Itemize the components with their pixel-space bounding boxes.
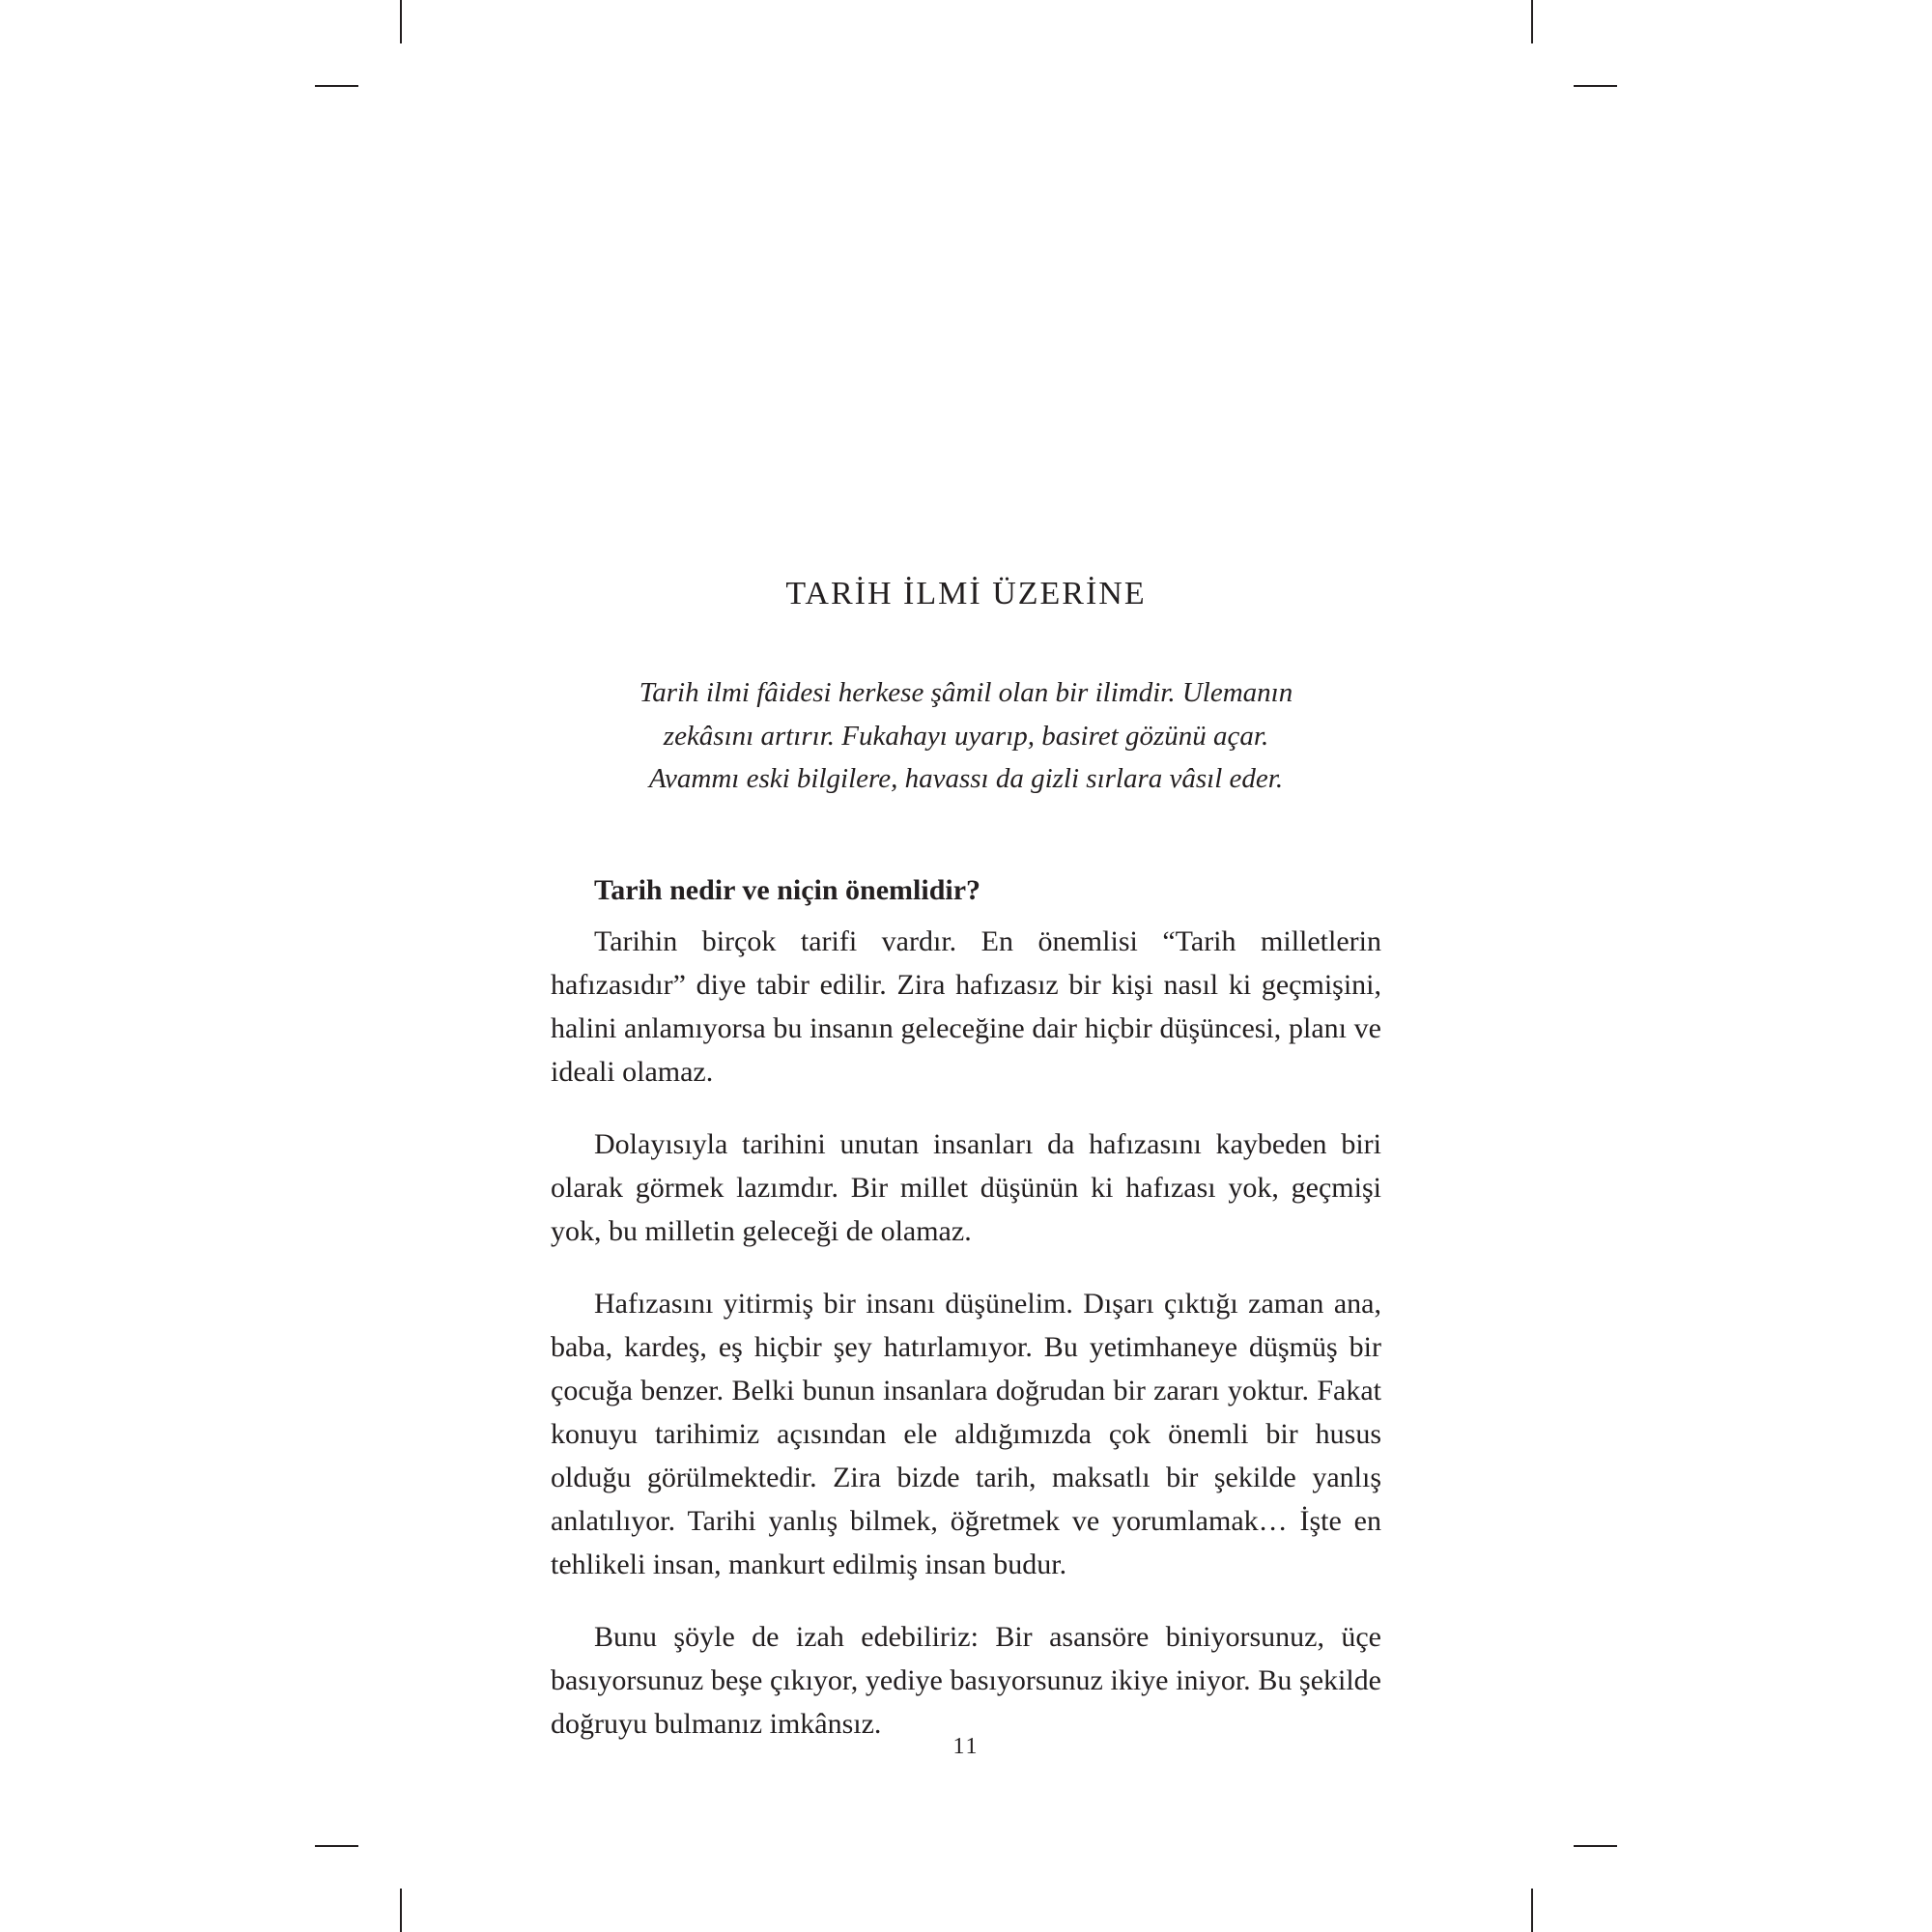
page-number: 11 (952, 1734, 980, 1759)
crop-mark-bottom-left-horizontal (315, 1845, 358, 1847)
body-paragraph: Tarihin birçok tarifi vardır. En önemlisi “Tarih milletlerin hafızasıdır” diye tabir edilir. Zira hafızasız bir kişi nasıl ki geçmişini, halini anlamıyorsa bu insanın geleceğine dair hiçbir düşüncesi, planı ve ideali olamaz. (551, 924, 1381, 1088)
page-content (551, 565, 1381, 1775)
body-paragraph: Bunu şöyle de izah edebiliriz: Bir asansöre biniyorsunuz, üçe basıyorsunuz beşe çıkıyor, yediye basıyorsunuz ikiye iniyor. Bu şekilde doğruyu bulmanız imkânsız. (551, 1620, 1381, 1740)
body-paragraph: Dolayısıyla tarihini unutan insanları da hafızasını kaybeden biri olarak görmek lazımdır. Bir millet düşünün ki hafızası yok, geçmişi yok, bu milletin geleceği de olamaz. (551, 1127, 1381, 1247)
crop-mark-top-left-horizontal (315, 85, 358, 87)
body-paragraph: Hafızasını yitirmiş bir insanı düşünelim. Dışarı çıktığı zaman ana, baba, kardeş, eş hiçbir şey hatırlamıyor. Bu yetimhaneye düşmüş bir çocuğa benzer. Belki bunun insanlara doğrudan bir zararı yoktur. Fakat konuyu tarihimiz açısından ele aldığımızda çok önemli bir husus olduğu görülmektedir. Zira bizde tarih, maksatlı bir şekilde yanlış anlatılıyor. Tarihi yanlış bilmek, öğretmek ve yorumlamak… İşte en tehlikeli insan, mankurt edilmiş insan budur. (551, 1287, 1381, 1580)
epigraph: Tarih ilmi fâidesi herkese şâmil olan bir ilimdir. Ulemanın zekâsını artırır. Fukahayı uyarıp, basiret gözünü açar. Avammı eski bilgilere, havassı da gizli sırlara vâsıl eder. (639, 677, 1293, 794)
crop-mark-top-right-vertical (1531, 0, 1533, 43)
crop-mark-top-right-horizontal (1574, 85, 1617, 87)
chapter-title: TARİH İLMİ ÜZERİNE (785, 576, 1147, 611)
section-heading: Tarih nedir ve niçin önemlidir? (594, 873, 981, 906)
crop-mark-bottom-right-horizontal (1574, 1845, 1617, 1847)
crop-mark-top-left-vertical (400, 0, 402, 43)
crop-mark-bottom-left-vertical (400, 1889, 402, 1932)
crop-mark-bottom-right-vertical (1531, 1889, 1533, 1932)
